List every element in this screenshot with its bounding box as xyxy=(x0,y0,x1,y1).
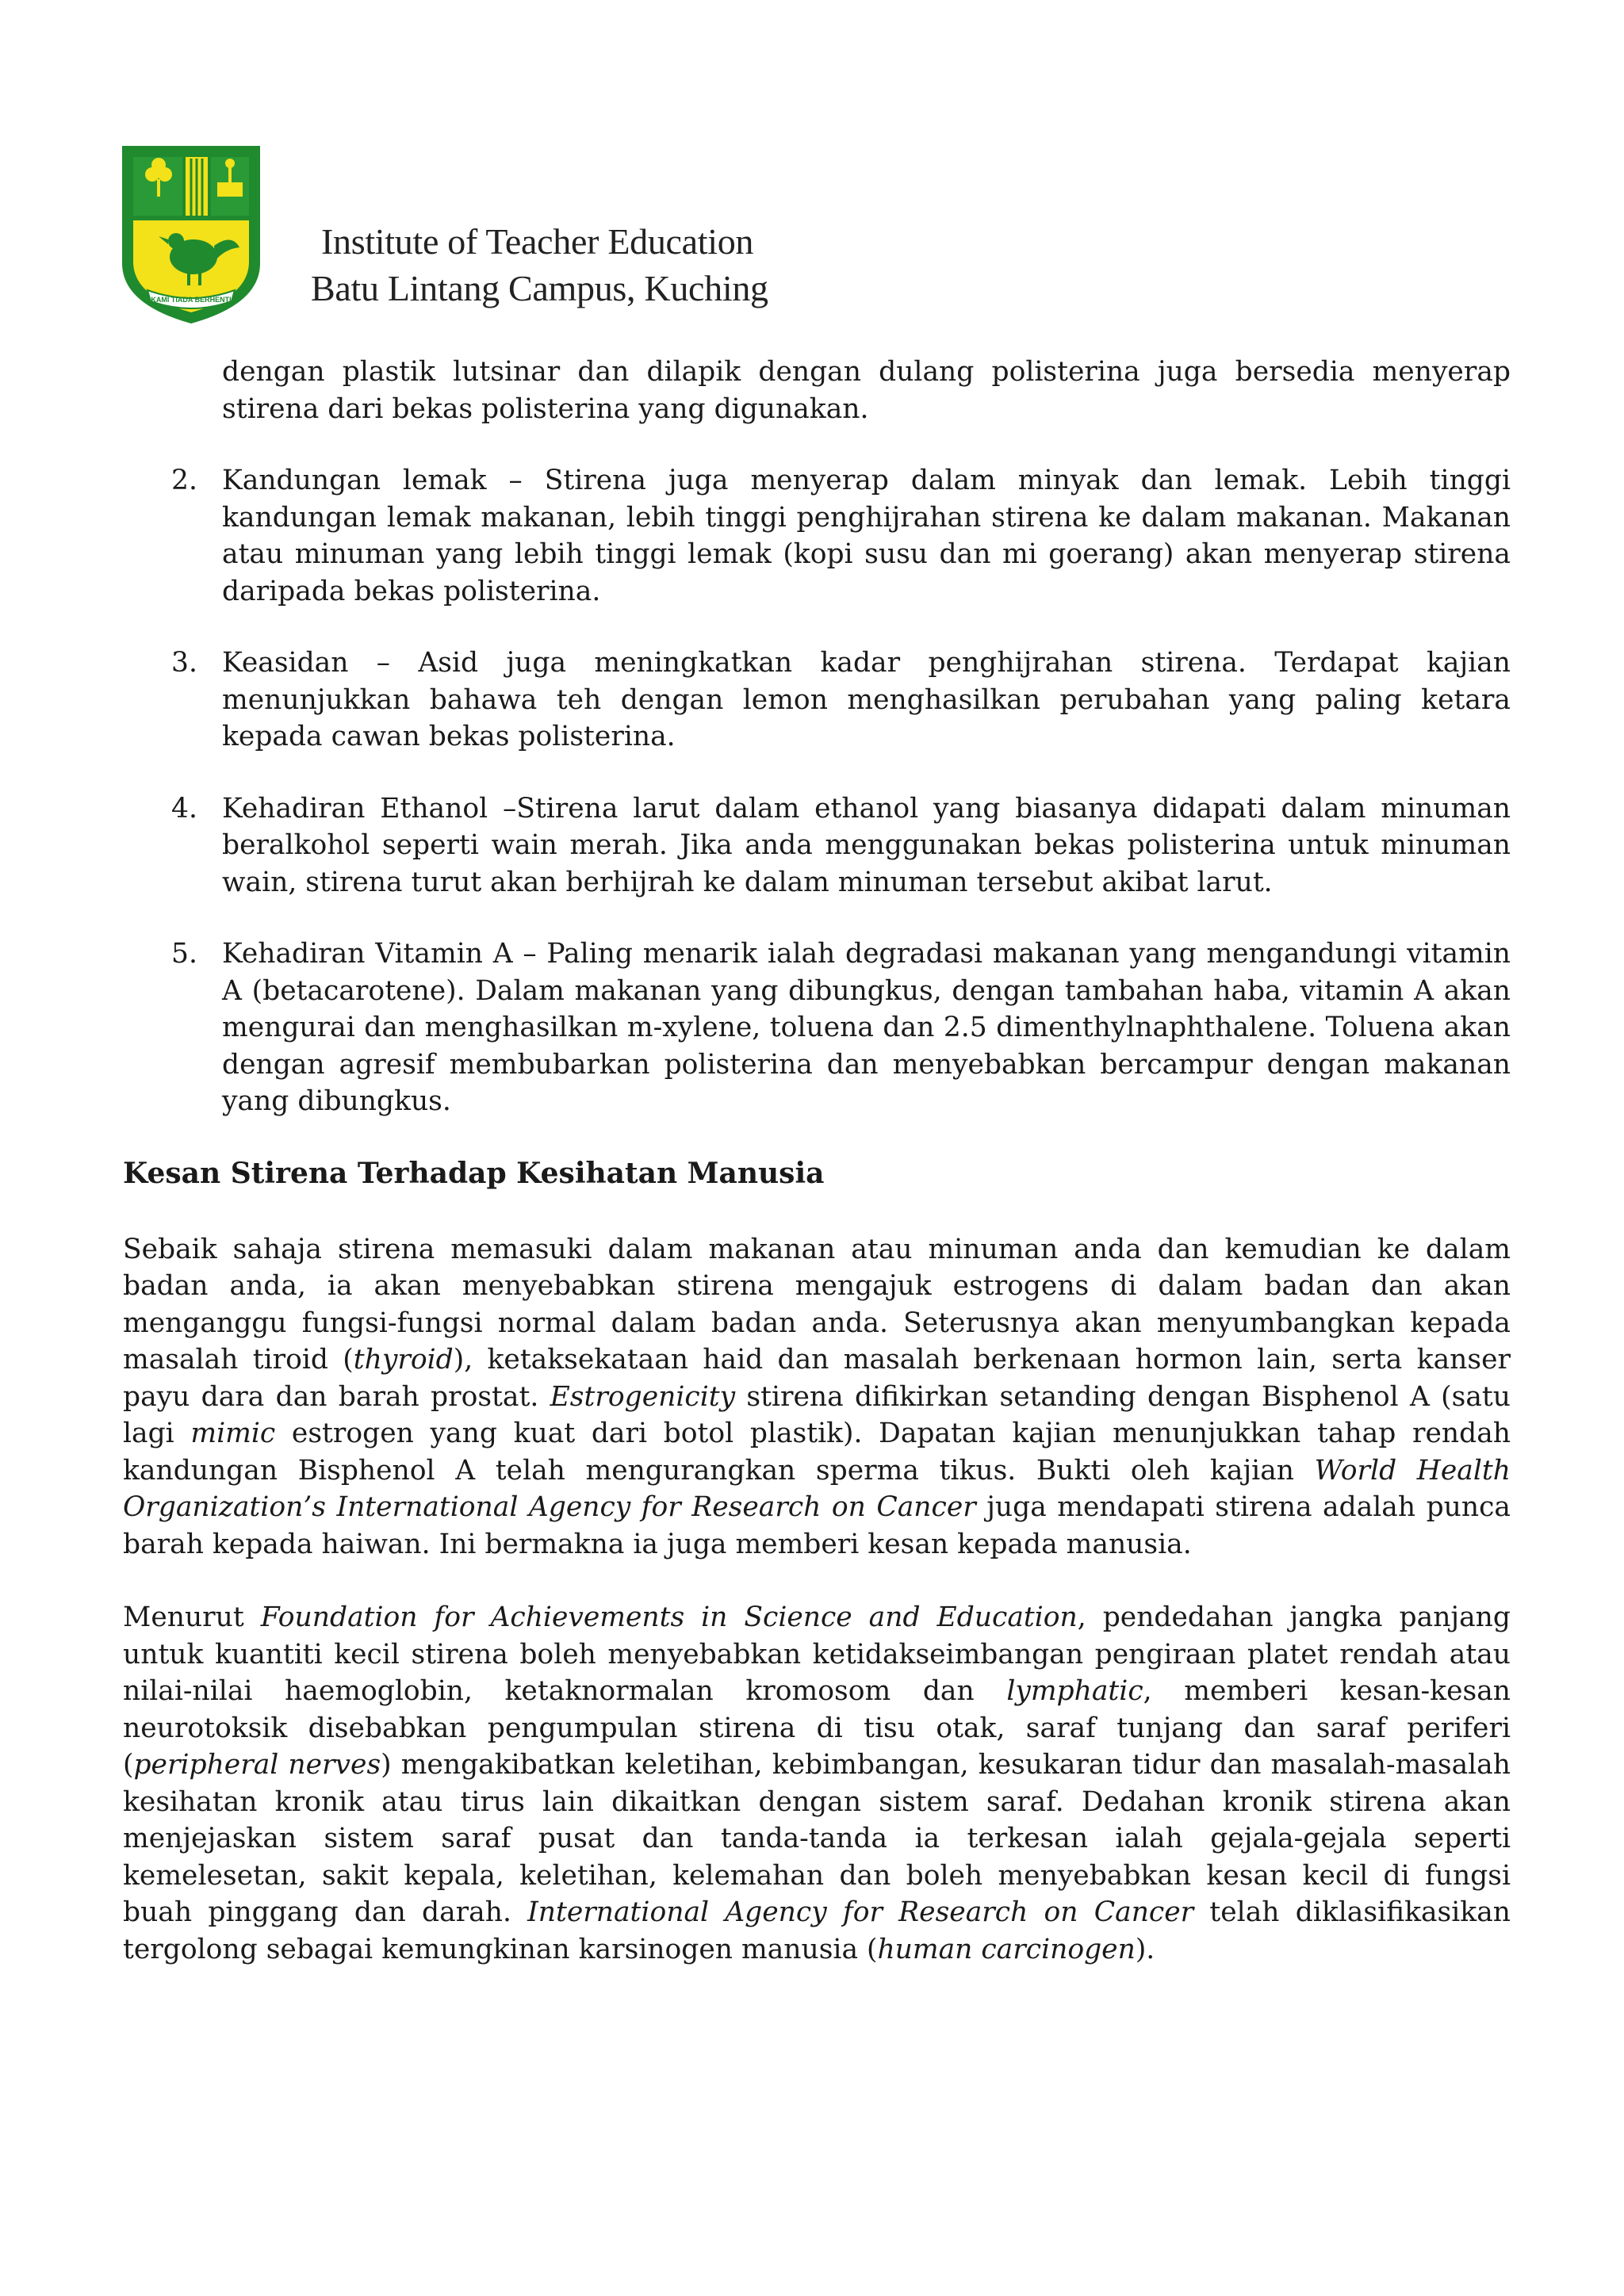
continued-list-text: dengan plastik lutsinar dan dilapik dengan dulang polisterina juga bersedia menyerap stirena dari bekas polisterina yang digunakan. xyxy=(222,356,1511,425)
italic-term: mimic xyxy=(190,1418,276,1449)
list-item-text: Kandungan lemak – Stirena juga menyerap dalam minyak dan lemak. Lebih tinggi kandungan lemak makanan, lebih tinggi penghijrahan stirena ke dalam makanan. Makanan atau minuman yang lebih tinggi lemak (kopi susu dan mi goerang) akan menyerap stirena daripada bekas polisterina. xyxy=(222,465,1511,607)
italic-term: peripheral nerves xyxy=(133,1749,381,1781)
institute-name: Institute of Teacher Education xyxy=(321,221,754,262)
italic-term: Foundation for Achievements in Science and Education xyxy=(260,1601,1078,1633)
text-run: Menurut xyxy=(123,1601,261,1633)
list-item-text: Kehadiran Ethanol –Stirena larut dalam ethanol yang biasanya didapati dalam minuman beralkohol seperti wain merah. Jika anda menggunakan bekas polisterina untuk minuman wain, stirena turut akan berhijrah ke dalam minuman tersebut akibat larut. xyxy=(222,792,1511,898)
text-run: ) mengakibatkan keletihan, kebimbangan, kesukaran tidur dan masalah-masalah kesihatan kronik atau tirus lain dikaitkan dengan sistem saraf. Dedahan kronik stirena akan menjejaskan sistem saraf pusat dan tanda-tanda ia terkesan ialah gejala-gejala seperti kemelesetan, sakit kepala, keletihan, kelemahan dan boleh menyebabkan kesan kecil di fungsi buah pinggang dan darah. xyxy=(123,1749,1511,1928)
list-item-number: 3. xyxy=(171,647,197,679)
list-item-text: Kehadiran Vitamin A – Paling menarik ialah degradasi makanan yang mengandungi vitamin A (betacarotene). Dalam makanan yang dibungkus, dengan tambahan haba, vitamin A akan mengurai dan menghasilkan m-xylene, toluena dan 2.5 dimenthylnaphthalene. Toluena akan dengan agresif membubarkan polisterina dan menyebabkan bercampur dengan makanan yang dibungkus. xyxy=(222,938,1511,1117)
list-item-text: Keasidan – Asid juga meningkatkan kadar penghijrahan stirena. Terdapat kajian menunjukkan bahawa teh dengan lemon menghasilkan perubahan yang paling ketara kepada cawan bekas polisterina. xyxy=(222,647,1511,752)
list-item-number: 2. xyxy=(171,465,197,496)
text-run: stirena difikirkan setanding dengan Bisphenol A (satu lagi xyxy=(123,1380,1511,1449)
list-item xyxy=(123,462,1511,610)
list-item xyxy=(123,790,1511,901)
text-run: juga mendapati stirena adalah punca barah kepada haiwan. Ini bermakna ia juga memberi kesan kepada manusia. xyxy=(123,1491,1511,1560)
list-item xyxy=(123,936,1511,1120)
paragraph-health-effects xyxy=(123,1231,1511,1563)
italic-term: lymphatic xyxy=(1006,1675,1143,1707)
document-body xyxy=(123,354,1511,2004)
list-item xyxy=(123,645,1511,756)
text-run: , pendedahan jangka panjang untuk kuantiti kecil stirena boleh menyebabkan ketidakseimbangan pengiraan platet rendah atau nilai-nilai haemoglobin, ketaknormalan kromosom dan xyxy=(123,1601,1511,1707)
section-heading: Kesan Stirena Terhadap Kesihatan Manusia xyxy=(123,1156,825,1190)
factor-list xyxy=(123,462,1511,1120)
crest-motto: KAMI TIADA BERHENTI xyxy=(151,296,232,304)
list-item-number: 4. xyxy=(171,792,197,825)
italic-term: World Health Organization’s International Agency for Research on Cancer xyxy=(123,1454,1511,1523)
institute-campus: Batu Lintang Campus, Kuching xyxy=(311,268,768,308)
institute-crest-logo xyxy=(121,144,262,325)
text-run: ). xyxy=(1135,1933,1155,1965)
text-run: Sebaik sahaja stirena memasuki dalam makanan atau minuman anda dan kemudian ke dalam badan anda, ia akan menyebabkan stirena mengajuk estrogens di dalam badan dan akan menganggu fungsi-fungsi normal dalam badan anda. Seterusnya akan menyumbangkan kepada masalah tiroid ( xyxy=(123,1233,1511,1376)
text-run: telah diklasifikasikan tergolong sebagai kemungkinan karsinogen manusia ( xyxy=(123,1896,1511,1965)
list-item-number: 5. xyxy=(171,938,197,970)
paragraph-long-term-exposure xyxy=(123,1599,1511,1968)
text-run: ), ketaksekataan haid dan masalah berkenaan hormon lain, serta kanser payu dara dan barah prostat. xyxy=(123,1344,1511,1413)
text-run: estrogen yang kuat dari botol plastik). Dapatan kajian menunjukkan tahap rendah kandungan Bisphenol A telah mengurangkan sperma tikus. Bukti oleh kajian xyxy=(123,1418,1511,1487)
italic-term: International Agency for Research on Cancer xyxy=(527,1896,1194,1928)
italic-term: human carcinogen xyxy=(877,1933,1136,1965)
italic-term: Estrogenicity xyxy=(550,1380,736,1413)
italic-term: thyroid xyxy=(353,1344,454,1376)
text-run: , memberi kesan-kesan neurotoksik disebabkan pengumpulan stirena di tisu otak, saraf tunjang dan saraf periferi ( xyxy=(123,1675,1511,1781)
